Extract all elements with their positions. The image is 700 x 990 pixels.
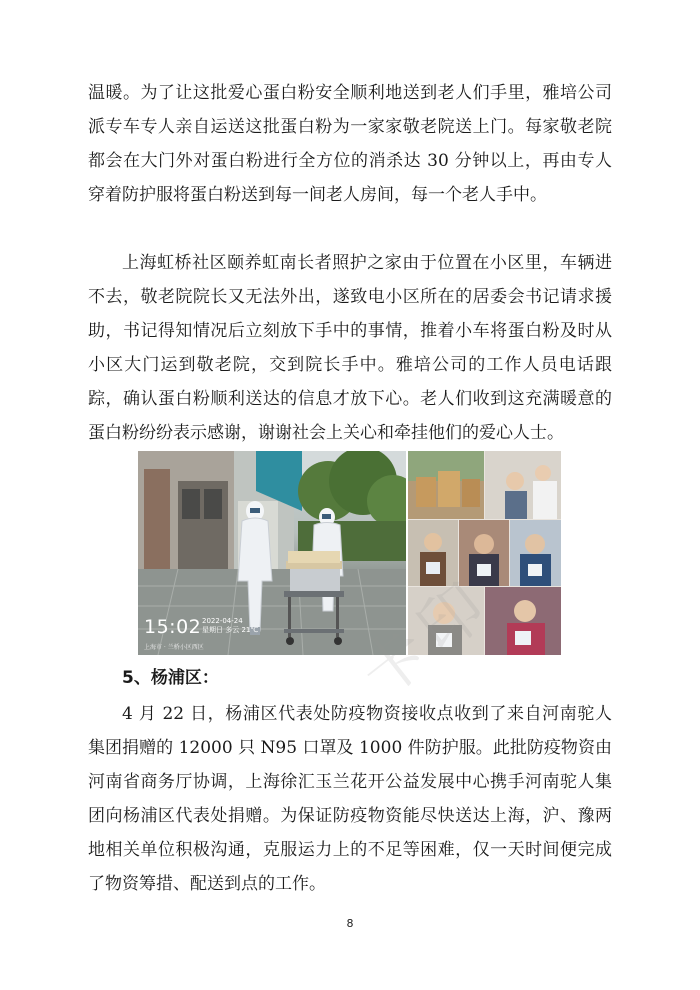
- photo-weekday-weather: 星期日 多云 21℃: [202, 626, 259, 634]
- elderly-collage: [408, 451, 561, 655]
- photo-collage: [138, 451, 561, 655]
- paragraph-1: 温暖。为了让这批爱心蛋白粉安全顺利地送到老人们手里，雅培公司派专车专人亲自运送这批蛋白粉为一家家敬老院送上门。每家敬老院都会在大门外对蛋白粉进行全方位的消杀达 30 分钟以上，再由专人穿着防护服将蛋白粉送到每一间老人房间，每一个老人手中。: [88, 83, 612, 205]
- collage-tile-elder-3: [510, 520, 561, 586]
- page-number: 8: [346, 917, 354, 930]
- section-body: 4 月 22 日，杨浦区代表处防疫物资接收点收到了来自河南驼人集团捐赠的 12000 只 N95 口罩及 1000 件防护服。此批防疫物资由河南省商务厅协调，上海徐汇玉兰花开公益发展中心携手河南驼人集团向杨浦区代表处捐赠。为保证防疫物资能尽快送达上海，沪、豫两地相关单位积极沟通，克服运力上的不足等困难，仅一天时间便完成了物资筹措、配送到点的工作。: [88, 704, 612, 894]
- collage-tile-elder-1: [408, 520, 458, 586]
- collage-tile-staff: [485, 451, 561, 519]
- photo-time-stamp: 15:02: [144, 616, 202, 638]
- collage-tile-boxes: [408, 451, 484, 519]
- collage-tile-elder-4: [408, 587, 484, 655]
- delivery-photo: [138, 451, 406, 655]
- section-heading: 5、杨浦区：: [122, 668, 219, 688]
- collage-tile-elder-2: [459, 520, 509, 586]
- collage-tile-elder-5: [485, 587, 561, 655]
- paragraph-2: 上海虹桥社区颐养虹南长者照护之家由于位置在小区里，车辆进不去，敬老院院长又无法外出，遂致电小区所在的居委会书记请求援助，书记得知情况后立刻放下手中的事情，推着小车将蛋白粉及时从小区大门运到敬老院，交到院长手中。雅培公司的工作人员电话跟踪，确认蛋白粉顺利送达的信息才放下心。老人们收到这充满暖意的蛋白粉纷纷表示感谢，谢谢社会上关心和牵挂他们的爱心人士。: [88, 253, 612, 443]
- photo-location-stamp: 上海市 · 兰桥小区西区: [144, 644, 204, 651]
- photo-date: 2022-04-24: [202, 617, 243, 625]
- photo-date-stamp: [202, 617, 258, 635]
